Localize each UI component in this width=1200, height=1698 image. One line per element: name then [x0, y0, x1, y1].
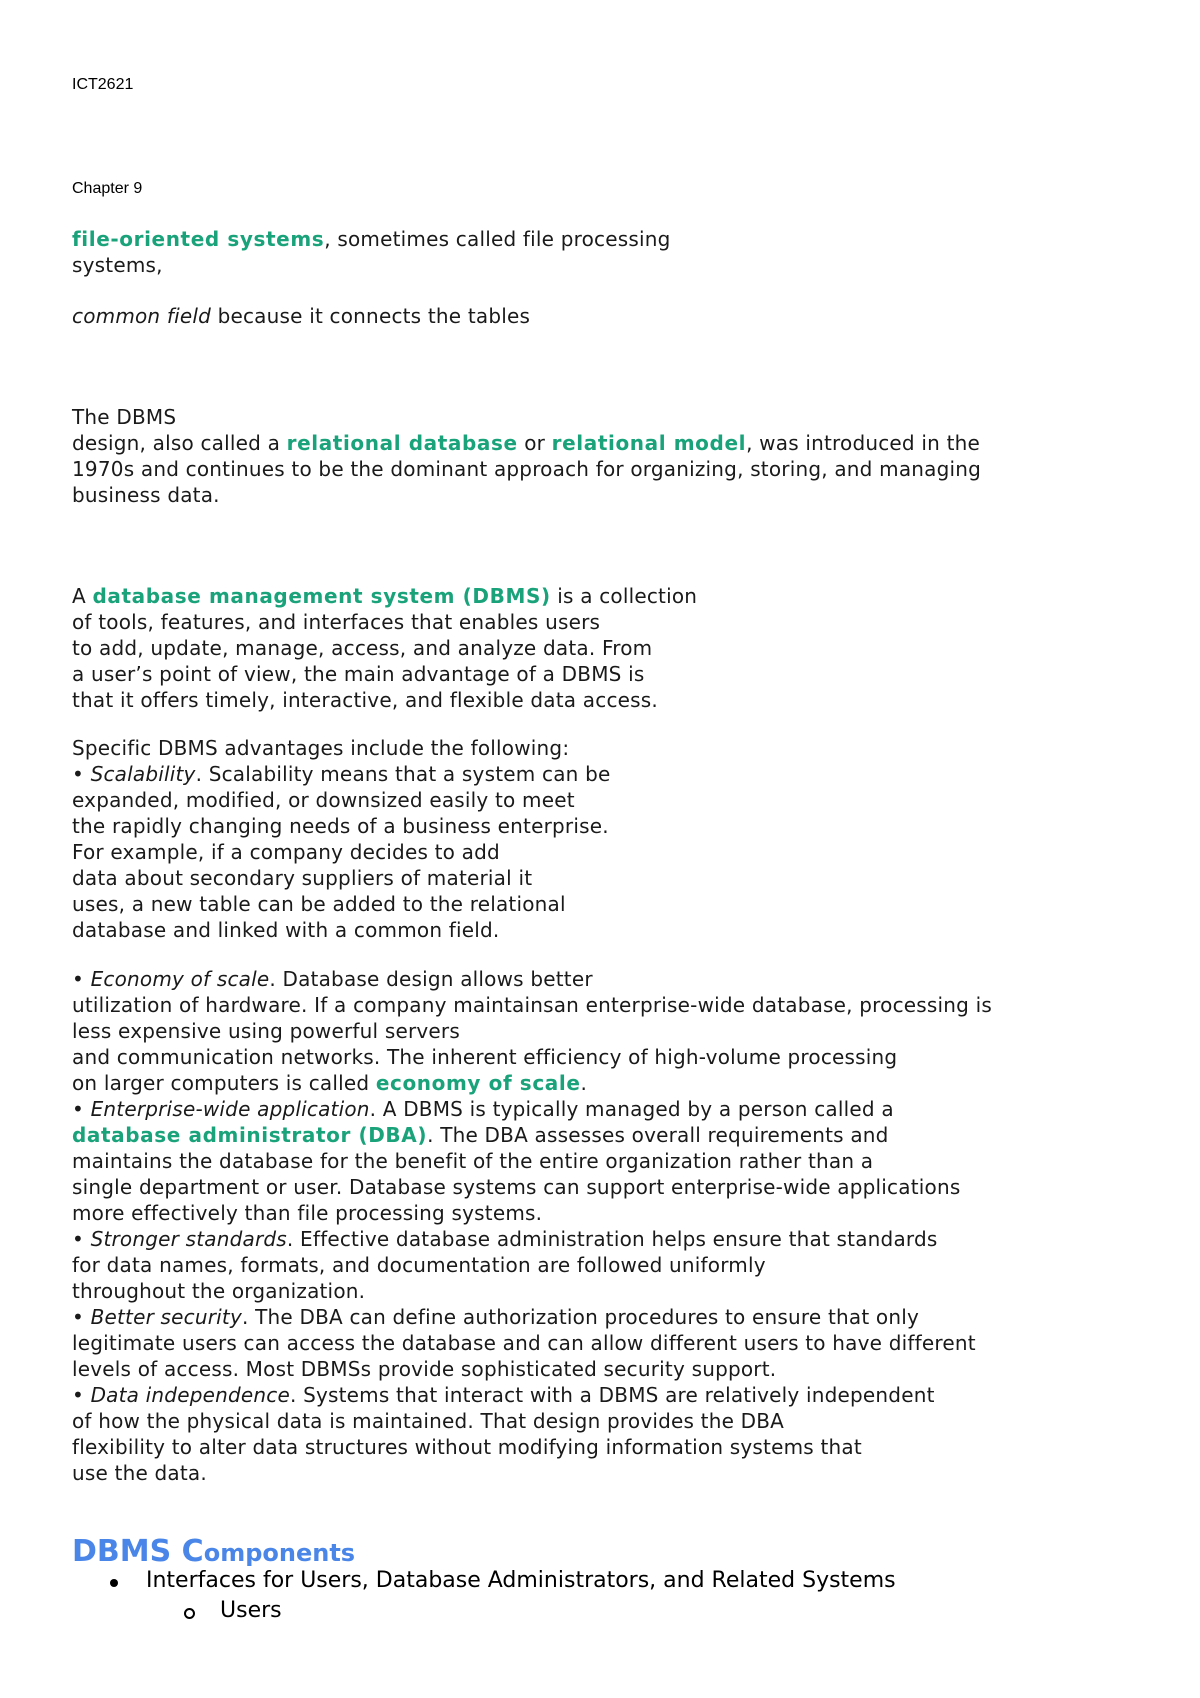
italic-term: common field [72, 304, 212, 328]
text-line: For example, if a company decides to add [72, 840, 500, 864]
text-line: that it offers timely, interactive, and flexible data access. [72, 688, 658, 712]
text-line: a user’s point of view, the main advantage of a DBMS is [72, 662, 645, 686]
key-term: database administrator (DBA) [72, 1123, 428, 1147]
italic-term: Scalability [90, 762, 196, 786]
text-run: or [517, 431, 552, 455]
text-line: The DBMS [72, 405, 177, 429]
italic-term: Better security [90, 1305, 243, 1329]
text-line: maintains the database for the benefit of the entire organization rather than a [72, 1149, 874, 1173]
text-line: the rapidly changing needs of a business enterprise. [72, 814, 609, 838]
bullet-circle-icon [184, 1608, 195, 1619]
italic-term: Data independence [90, 1383, 290, 1407]
key-term: relational model [551, 431, 747, 455]
text-line: to add, update, manage, access, and analyze data. From [72, 636, 653, 660]
sub-list-item-label: Users [220, 1598, 282, 1623]
bullet-glyph: • [72, 1383, 91, 1407]
text-line: more effectively than file processing systems. [72, 1201, 543, 1225]
text-line: legitimate users can access the database and can allow different users to have different [72, 1331, 976, 1355]
key-term: relational database [286, 431, 518, 455]
text-line: throughout the organization. [72, 1279, 366, 1303]
text-run: . The DBA can define authorization procedures to ensure that only [242, 1305, 920, 1329]
text-run: design, also called a [72, 431, 287, 455]
text-line: expanded, modified, or downsized easily to meet [72, 788, 575, 812]
heading-initials: DBMS C [72, 1534, 204, 1569]
section-heading [72, 1534, 355, 1569]
text-run: because it connects the tables [211, 304, 531, 328]
text-run: . A DBMS is typically managed by a person called a [369, 1097, 894, 1121]
bullet-glyph: • [72, 967, 91, 991]
course-code-header: ICT2621 [72, 76, 134, 93]
paragraph-relational-model [72, 404, 1132, 508]
text-line: use the data. [72, 1461, 207, 1485]
paragraph-file-oriented [72, 226, 1132, 278]
heading-rest: omponents [203, 1539, 356, 1567]
list-item [72, 1568, 896, 1598]
text-line: data about secondary suppliers of material it [72, 866, 533, 890]
bullet-glyph: • [72, 1097, 91, 1121]
italic-term: Enterprise-wide application [90, 1097, 370, 1121]
chapter-label: Chapter 9 [72, 180, 143, 197]
text-line: Specific DBMS advantages include the following: [72, 736, 570, 760]
text-line: of tools, features, and interfaces that enables users [72, 610, 601, 634]
text-run: is a collection [550, 584, 698, 608]
text-line: of how the physical data is maintained. That design provides the DBA [72, 1409, 785, 1433]
text-line: single department or user. Database systems can support enterprise-wide applications [72, 1175, 961, 1199]
text-line: systems, [72, 253, 163, 277]
text-line: flexibility to alter data structures without modifying information systems that [72, 1435, 862, 1459]
text-run: . Systems that interact with a DBMS are relatively independent [289, 1383, 935, 1407]
text-run: . Effective database administration helps ensure that standards [286, 1227, 938, 1251]
key-term: economy of scale [375, 1071, 581, 1095]
text-line: business data. [72, 483, 220, 507]
components-list [72, 1568, 896, 1628]
text-line: less expensive using powerful servers [72, 1019, 460, 1043]
key-term: file-oriented systems [72, 227, 325, 251]
text-line: levels of access. Most DBMSs provide sophisticated security support. [72, 1357, 777, 1381]
italic-term: Economy of scale [90, 967, 270, 991]
text-line: for data names, formats, and documentation are followed uniformly [72, 1253, 766, 1277]
bullet-glyph: • [72, 1305, 91, 1329]
text-line: and communication networks. The inherent efficiency of high-volume processing [72, 1045, 898, 1069]
text-run: . Database design allows better [269, 967, 593, 991]
paragraph-dbms-definition [72, 583, 1132, 713]
bullet-glyph: • [72, 762, 91, 786]
italic-term: Stronger standards [90, 1227, 287, 1251]
list-item-label: Interfaces for Users, Database Administrators, and Related Systems [146, 1568, 896, 1593]
text-run: . The DBA assesses overall requirements and [427, 1123, 889, 1147]
bullet-dot-icon [110, 1579, 118, 1587]
bullet-glyph: • [72, 1227, 91, 1251]
text-line: utilization of hardware. If a company maintainsan enterprise-wide database, processing is [72, 993, 993, 1017]
text-run: . [580, 1071, 588, 1095]
paragraph-common-field [72, 303, 1132, 329]
text-line: 1970s and continues to be the dominant approach for organizing, storing, and managing [72, 457, 982, 481]
text-run: A [72, 584, 93, 608]
text-line: database and linked with a common field. [72, 918, 500, 942]
text-run: on larger computers is called [72, 1071, 376, 1095]
text-run: , sometimes called file processing [324, 227, 671, 251]
text-run: , was introduced in the [746, 431, 980, 455]
sub-list-item [72, 1598, 896, 1628]
text-run: . Scalability means that a system can be [195, 762, 611, 786]
key-term: database management system (DBMS) [92, 584, 551, 608]
text-line: uses, a new table can be added to the relational [72, 892, 566, 916]
paragraph-advantages [72, 966, 1132, 1486]
paragraph-scalability [72, 735, 1132, 943]
